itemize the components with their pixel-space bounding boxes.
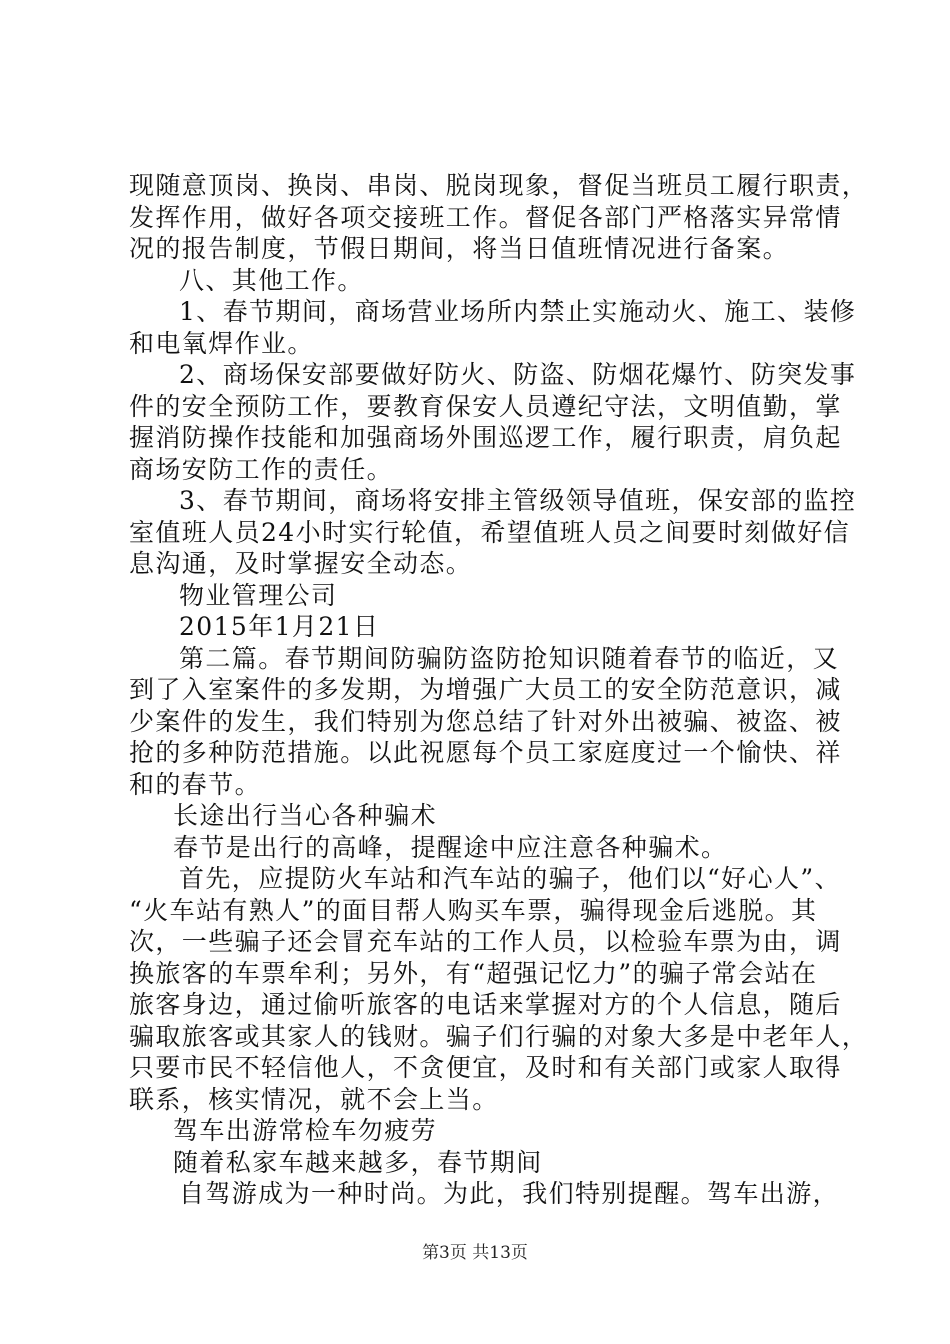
text-line: 1、春节期间，商场营业场所内禁止实施动火、施工、装修 bbox=[179, 297, 857, 326]
text-line: 旅客身边，通过偷听旅客的电话来掌握对方的个人信息，随后 bbox=[129, 990, 842, 1019]
text-line: 商场安防工作的责任。 bbox=[129, 454, 394, 484]
text-line: 2、商场保安部要做好防火、防盗、防烟花爆竹、防突发事 bbox=[179, 360, 857, 389]
text-line: 和的春节。 bbox=[129, 769, 262, 799]
text-line: 联系，核实情况，就不会上当。 bbox=[129, 1084, 499, 1114]
text-line: 发挥作用，做好各项交接班工作。督促各部门严格落实异常情 bbox=[129, 202, 842, 232]
text-line: 只要市民不轻信他人，不贪便宜，及时和有关部门或家人取得 bbox=[129, 1053, 842, 1082]
text-line: 现随意顶岗、换岗、串岗、脱岗现象，督促当班员工履行职责， bbox=[129, 171, 869, 200]
text-line: 室值班人员24小时实行轮值，希望值班人员之间要时刻做好信 bbox=[129, 517, 851, 547]
text-line: 握消防操作技能和加强商场外围巡逻工作，履行职责，肩负起 bbox=[129, 423, 842, 452]
text-line: 件的安全预防工作，要教育保安人员遵纪守法，文明值勤，掌 bbox=[129, 391, 842, 421]
text-line: 首先，应提防火车站和汽车站的骗子，他们以“好心人”、 bbox=[179, 864, 841, 893]
text-line: “火车站有熟人”的面目帮人购买车票，骗得现金后逃脱。其 bbox=[129, 895, 818, 925]
text-line: 3、春节期间，商场将安排主管级领导值班，保安部的监控 bbox=[179, 486, 857, 515]
signature-date: 2015年1月21日 bbox=[179, 612, 380, 641]
text-line: 自驾游成为一种时尚。为此，我们特别提醒。驾车出游， bbox=[179, 1179, 840, 1208]
text-line: 况的报告制度，节假日期间，将当日值班情况进行备案。 bbox=[129, 234, 790, 263]
text-line: 骗取旅客或其家人的钱财。骗子们行骗的对象大多是中老年人， bbox=[129, 1021, 869, 1051]
text-line: 次，一些骗子还会冒充车站的工作人员，以检验车票为由，调 bbox=[129, 927, 842, 956]
text-line: 春节是出行的高峰，提醒途中应注意各种骗术。 bbox=[173, 832, 728, 862]
text-line: 第二篇。春节期间防骗防盗防抢知识随着春节的临近，又 bbox=[179, 643, 840, 673]
subheading: 驾车出游常检车勿疲劳 bbox=[173, 1116, 438, 1145]
subheading: 长途出行当心各种骗术 bbox=[173, 801, 438, 830]
text-line: 和电氧焊作业。 bbox=[129, 328, 314, 358]
text-line: 抢的多种防范措施。以此祝愿每个员工家庭度过一个愉快、祥 bbox=[129, 738, 842, 767]
text-line: 到了入室案件的多发期，为增强广大员工的安全防范意识，减 bbox=[129, 675, 842, 704]
text-line: 随着私家车越来越多，春节期间 bbox=[173, 1147, 543, 1177]
page-number: 第3页 共13页 bbox=[422, 1243, 528, 1263]
signature-org: 物业管理公司 bbox=[179, 580, 338, 610]
text-line: 息沟通，及时掌握安全动态。 bbox=[129, 549, 473, 578]
text-line: 换旅客的车票牟利；另外，有“超强记忆力”的骗子常会站在 bbox=[129, 958, 818, 988]
section-heading: 八、其他工作。 bbox=[179, 265, 364, 295]
text-line: 少案件的发生，我们特别为您总结了针对外出被骗、被盗、被 bbox=[129, 706, 842, 736]
